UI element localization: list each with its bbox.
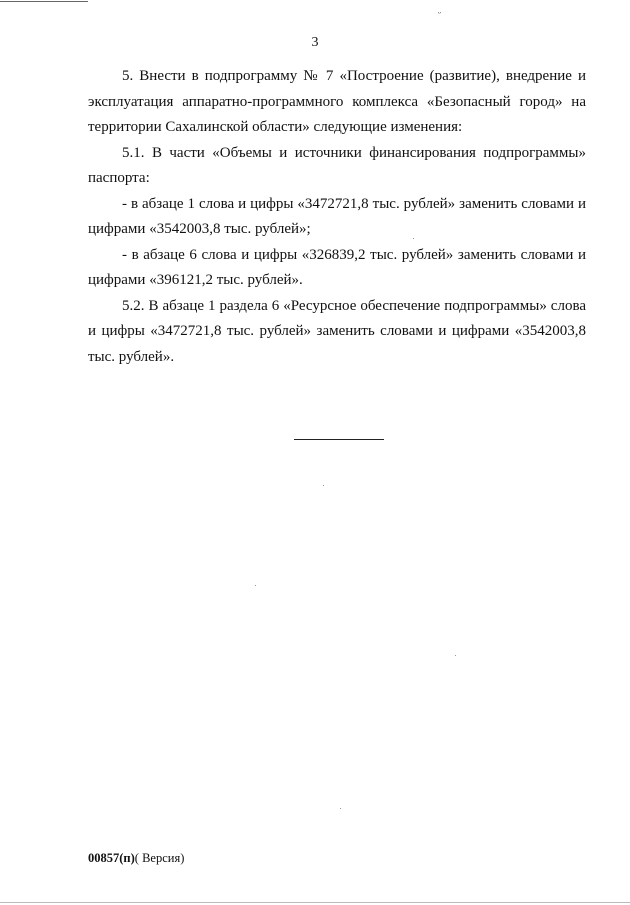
scan-speck bbox=[455, 655, 456, 656]
paragraph-5-1-item-1: - в абзаце 1 слова и цифры «3472721,8 тыс. рублей» заменить словами и цифрами «3542003,8 тыс. рублей»; bbox=[88, 195, 586, 237]
scan-speck bbox=[323, 485, 324, 486]
document-version: ( Версия) bbox=[134, 851, 185, 865]
paragraph-5-1-item-2: - в абзаце 6 слова и цифры «326839,2 тыс. рублей» заменить словами и цифрами «396121,2 тыс. рублей». bbox=[88, 246, 586, 288]
paragraph-5-2: 5.2. В абзаце 1 раздела 6 «Ресурсное обеспечение подпрограммы» слова и цифры «3472721,8 тыс. рублей» заменить словами и цифрами «3542003,8 тыс. рублей». bbox=[88, 297, 586, 365]
bottom-edge-rule bbox=[0, 902, 630, 903]
scan-speck bbox=[255, 585, 256, 586]
paragraph-5: 5. Внести в подпрограмму № 7 «Построение (развитие), внедрение и эксплуатация аппаратно-программного комплекса «Безопасный город» на территории Сахалинской области» следующие изменения: bbox=[88, 68, 586, 135]
paragraph-5-1: 5.1. В части «Объемы и источники финансирования подпрограммы» паспорта: bbox=[88, 144, 586, 186]
scan-speck bbox=[340, 808, 341, 809]
scan-mark: ᵕ bbox=[438, 8, 441, 19]
document-body bbox=[88, 64, 586, 370]
end-separator-line bbox=[294, 439, 384, 440]
scan-speck bbox=[413, 238, 414, 239]
page-number: 3 bbox=[311, 35, 319, 50]
top-edge-rule bbox=[0, 1, 88, 2]
document-footer bbox=[88, 851, 184, 866]
document-code: 00857(п) bbox=[88, 851, 135, 865]
